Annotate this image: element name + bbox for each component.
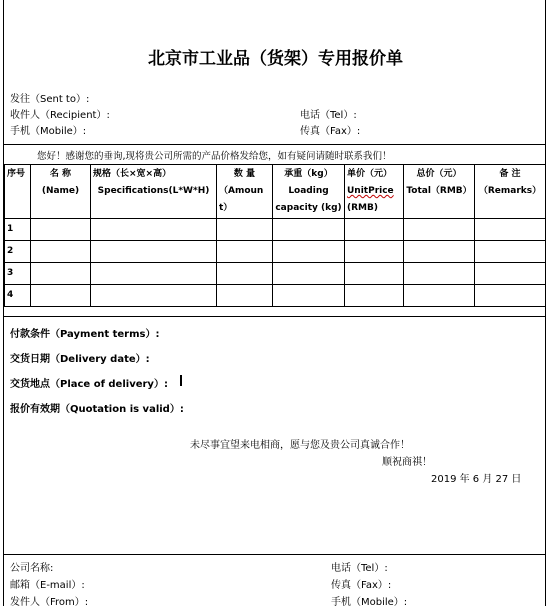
header-name-cn: 名 称 [49,169,72,179]
mobile-label: 手机（Mobile）: [10,126,87,137]
header-name [31,165,91,219]
table-cell[interactable] [273,285,345,307]
quotation-sheet [3,0,546,606]
table-cell[interactable] [273,263,345,285]
header-name-en: (Name) [41,186,80,196]
header-unit-en2: (RMB) [347,203,378,213]
table-row [5,285,546,307]
table-cell[interactable] [345,263,404,285]
footer-tel-label: 电话（Tel）: [331,563,388,574]
fax-label: 传真（Fax）: [300,126,361,137]
header-total-en: Total（RMB） [406,186,472,196]
table-cell[interactable] [404,219,475,241]
header-spec-cn: 规格（长×宽×高） [93,169,172,179]
table-cell[interactable] [91,285,217,307]
table-cell[interactable] [91,263,217,285]
header-spec [91,165,217,219]
row-number: 2 [5,241,31,263]
header-load-en1: Loading [288,186,329,196]
header-unit-en1: UnitPrice [347,186,394,196]
page-title: 北京市工业品（货架）专用报价单 [148,49,403,69]
divider [4,144,545,145]
row-number: 1 [5,219,31,241]
footer-email-label: 邮箱（E-mail）: [10,580,85,591]
table-cell[interactable] [345,219,404,241]
divider [4,554,545,555]
table-cell[interactable] [217,241,273,263]
header-qty-en: （Amount） [219,186,264,213]
text-cursor [180,375,182,386]
footer-company-label: 公司名称: [10,563,54,574]
delivery-place-label: 交货地点（Place of delivery）: [10,379,168,390]
header-unit-price [345,165,404,219]
header-remarks-en: （Remarks） [478,186,542,196]
delivery-date-label: 交货日期（Delivery date）: [10,354,150,365]
closing-line: 未尽事宜望来电相商，愿与您及贵公司真诚合作！ [190,440,410,451]
table-cell[interactable] [31,219,91,241]
header-total-cn: 总价（元） [416,169,462,179]
footer-from-label: 发件人（From）: [10,597,89,608]
row-number: 3 [5,263,31,285]
header-qty [217,165,273,219]
closing-greeting: 顺祝商祺！ [382,457,432,468]
header-remarks-cn: 备 注 [499,169,521,179]
table-cell[interactable] [91,219,217,241]
payment-terms-label: 付款条件（Payment terms）: [10,329,160,340]
header-qty-cn: 数 量 [233,169,256,179]
table-cell[interactable] [273,219,345,241]
table-cell[interactable] [475,285,546,307]
header-load-en2: capacity (kg) [275,203,342,213]
table-cell[interactable] [404,263,475,285]
table-cell[interactable] [273,241,345,263]
greeting-text: 您好！感谢您的垂询,现将贵公司所需的产品价格发给您，如有疑问请随时联系我们！ [37,151,392,162]
table-row [5,241,546,263]
table-cell[interactable] [31,241,91,263]
table-cell[interactable] [217,219,273,241]
header-seq: 序号 [5,165,31,219]
table-cell[interactable] [475,219,546,241]
table-cell[interactable] [475,263,546,285]
header-load-cn: 承重（kg） [284,169,333,179]
table-header-row [5,165,546,219]
table-cell[interactable] [217,285,273,307]
table-cell[interactable] [475,241,546,263]
header-load [273,165,345,219]
table-cell[interactable] [217,263,273,285]
quotation-date: 2019 年 6 月 27 日 [431,474,522,485]
table-cell[interactable] [404,285,475,307]
table-cell[interactable] [31,285,91,307]
header-spec-en: Specifications(L*W*H) [97,186,210,196]
quotation-table [4,164,546,307]
divider [4,316,545,317]
header-remarks [475,165,546,219]
tel-label: 电话（Tel）: [300,110,357,121]
footer-fax-label: 传真（Fax）: [331,580,392,591]
table-cell[interactable] [345,241,404,263]
table-row [5,219,546,241]
recipient-label: 收件人（Recipient）: [10,110,110,121]
row-number: 4 [5,285,31,307]
table-cell[interactable] [404,241,475,263]
header-total [404,165,475,219]
table-cell[interactable] [345,285,404,307]
table-cell[interactable] [91,241,217,263]
table-cell[interactable] [31,263,91,285]
footer-mobile-label: 手机（Mobile）: [331,597,408,608]
quotation-validity-label: 报价有效期（Quotation is valid）: [10,404,184,415]
sent-to-label: 发往（Sent to）: [10,94,90,105]
table-row [5,263,546,285]
header-unit-cn: 单价（元） [347,169,393,179]
